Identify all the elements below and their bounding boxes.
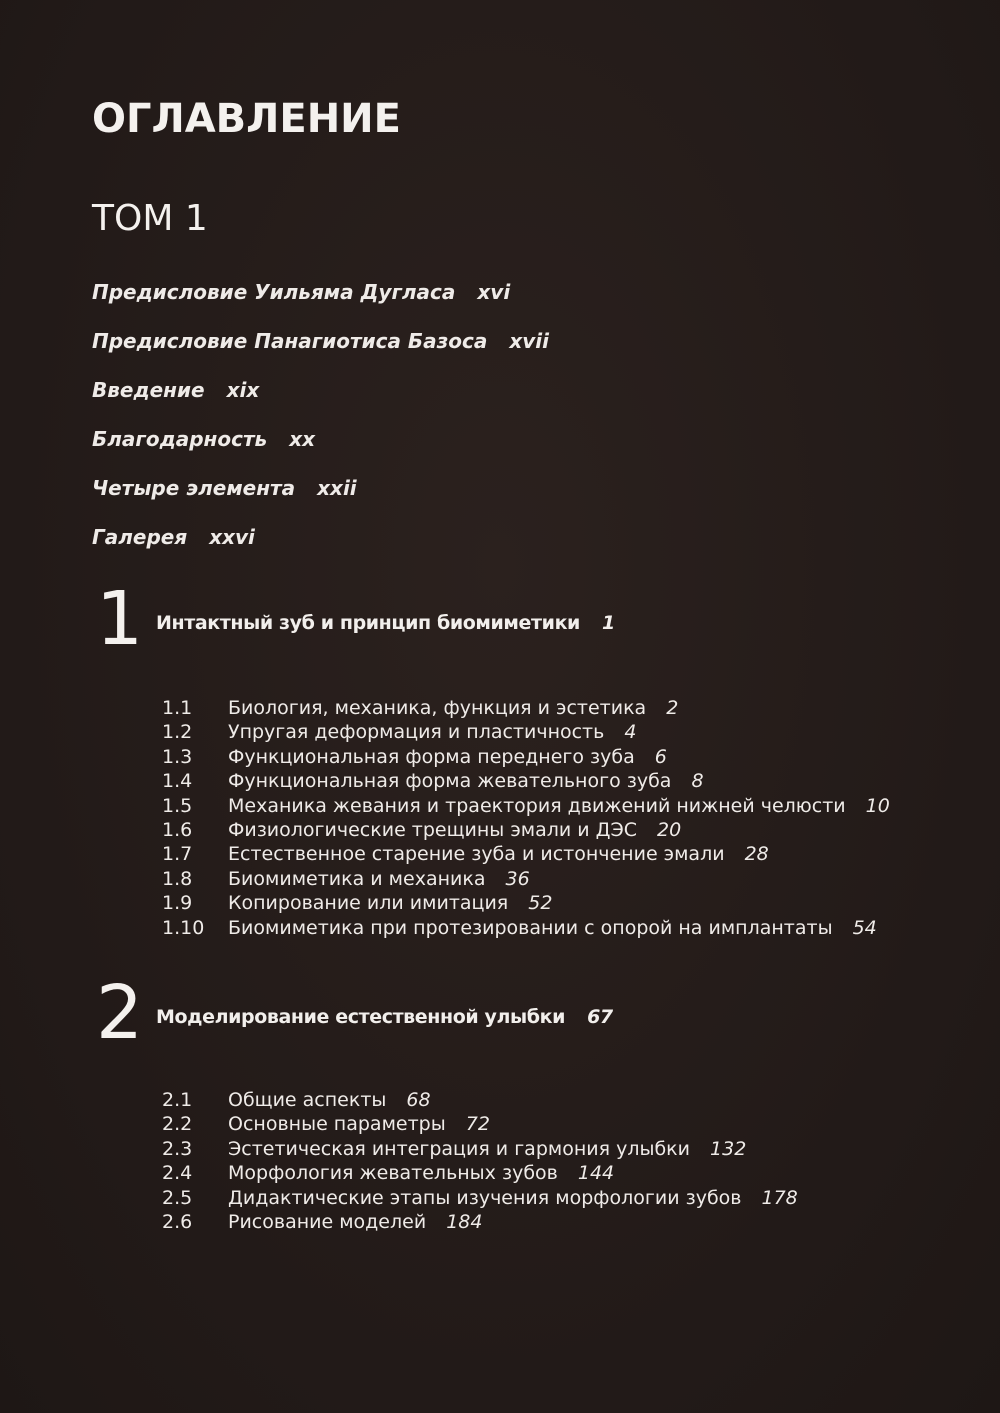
front-matter-item bbox=[92, 378, 549, 427]
front-matter-item bbox=[92, 280, 549, 329]
front-matter-item bbox=[92, 427, 549, 476]
section-item bbox=[162, 891, 890, 915]
section-title: Дидактические этапы изучения морфологии зубов bbox=[228, 1186, 742, 1209]
section-number: 2.5 bbox=[162, 1186, 193, 1209]
section-title: Копирование или имитация bbox=[228, 892, 509, 915]
section-page: 132 bbox=[710, 1137, 747, 1160]
section-page: 6 bbox=[654, 745, 667, 768]
section-page: 4 bbox=[624, 721, 637, 744]
volume-heading: ТОМ 1 bbox=[92, 198, 208, 239]
section-number: 1.1 bbox=[162, 697, 193, 719]
front-matter-title: Предисловие Панагиотиса Базоса bbox=[92, 329, 488, 353]
section-item bbox=[162, 1088, 798, 1112]
section-item bbox=[162, 842, 890, 866]
section-page: 178 bbox=[761, 1186, 798, 1209]
section-number: 1.3 bbox=[162, 745, 193, 768]
section-number: 1.9 bbox=[162, 892, 193, 915]
section-page: 8 bbox=[691, 770, 704, 793]
section-list bbox=[162, 696, 890, 940]
section-number: 1.5 bbox=[162, 794, 193, 817]
section-number: 1.7 bbox=[162, 843, 193, 866]
section-page: 20 bbox=[657, 818, 682, 841]
front-matter-title: Галерея bbox=[92, 525, 188, 549]
section-page: 36 bbox=[505, 867, 530, 890]
section-title: Функциональная форма переднего зуба bbox=[228, 745, 635, 768]
chapter-title bbox=[156, 1006, 613, 1028]
chapter-title-text: Интактный зуб и принцип биомиметики bbox=[156, 612, 580, 634]
front-matter-page: xix bbox=[226, 378, 260, 402]
section-item bbox=[162, 769, 890, 793]
section-item bbox=[162, 1112, 798, 1136]
section-list bbox=[162, 1088, 798, 1234]
section-item bbox=[162, 1186, 798, 1210]
front-matter-list bbox=[92, 280, 549, 574]
section-title: Механика жевания и траектория движений нижней челюсти bbox=[228, 794, 846, 817]
section-page: 54 bbox=[852, 916, 877, 939]
section-page: 72 bbox=[465, 1113, 490, 1136]
section-title: Биология, механика, функция и эстетика bbox=[228, 697, 647, 719]
section-number: 1.8 bbox=[162, 867, 193, 890]
section-page: 2 bbox=[666, 697, 679, 719]
section-item bbox=[162, 696, 890, 720]
front-matter-item bbox=[92, 476, 549, 525]
front-matter-title: Предисловие Уильяма Дугласа bbox=[92, 280, 456, 304]
page-title: ОГЛАВЛЕНИЕ bbox=[92, 96, 401, 142]
section-item bbox=[162, 916, 890, 940]
chapter-title bbox=[156, 612, 615, 634]
section-page: 52 bbox=[528, 892, 553, 915]
section-number: 1.6 bbox=[162, 818, 193, 841]
front-matter-item bbox=[92, 525, 549, 574]
section-title: Биомиметика при протезировании с опорой на имплантаты bbox=[228, 916, 833, 939]
section-item bbox=[162, 745, 890, 769]
chapter-page: 67 bbox=[587, 1006, 613, 1028]
section-item bbox=[162, 867, 890, 891]
section-page: 144 bbox=[577, 1162, 615, 1185]
front-matter-title: Четыре элемента bbox=[92, 476, 296, 500]
section-number: 2.4 bbox=[162, 1162, 193, 1185]
front-matter-page: xxii bbox=[317, 476, 357, 500]
section-number: 2.1 bbox=[162, 1089, 193, 1111]
section-number: 1.4 bbox=[162, 770, 193, 793]
section-title: Физиологические трещины эмали и ДЭС bbox=[228, 818, 638, 841]
section-item bbox=[162, 794, 890, 818]
section-title: Морфология жевательных зубов bbox=[228, 1162, 558, 1185]
section-title: Эстетическая интеграция и гармония улыбки bbox=[228, 1137, 691, 1160]
section-number: 2.2 bbox=[162, 1113, 193, 1136]
front-matter-page: xxvi bbox=[209, 525, 255, 549]
section-number: 1.10 bbox=[162, 916, 205, 939]
section-number: 1.2 bbox=[162, 721, 193, 744]
section-item bbox=[162, 1161, 798, 1185]
front-matter-title: Введение bbox=[92, 378, 205, 402]
chapter-title-text: Моделирование естественной улыбки bbox=[156, 1006, 566, 1028]
front-matter-page: xx bbox=[289, 427, 316, 451]
section-title: Естественное старение зуба и истончение эмали bbox=[228, 843, 725, 866]
chapter-number: 2 bbox=[96, 970, 144, 1056]
section-title: Функциональная форма жевательного зуба bbox=[228, 770, 672, 793]
section-item bbox=[162, 1210, 798, 1234]
chapter-page: 1 bbox=[601, 612, 615, 634]
section-item bbox=[162, 818, 890, 842]
chapter-number: 1 bbox=[96, 576, 144, 662]
section-item bbox=[162, 720, 890, 744]
front-matter-title: Благодарность bbox=[92, 427, 268, 451]
section-number: 2.6 bbox=[162, 1210, 193, 1233]
section-page: 184 bbox=[446, 1210, 483, 1233]
front-matter-item bbox=[92, 329, 549, 378]
section-page: 28 bbox=[744, 843, 769, 866]
front-matter-page: xvi bbox=[477, 280, 511, 304]
section-number: 2.3 bbox=[162, 1137, 193, 1160]
section-title: Общие аспекты bbox=[228, 1089, 387, 1111]
section-page: 68 bbox=[406, 1089, 431, 1111]
section-page: 10 bbox=[865, 794, 890, 817]
section-title: Основные параметры bbox=[228, 1113, 446, 1136]
section-item bbox=[162, 1137, 798, 1161]
front-matter-page: xvii bbox=[509, 329, 550, 353]
section-title: Упругая деформация и пластичность bbox=[228, 721, 605, 744]
section-title: Рисование моделей bbox=[228, 1210, 427, 1233]
section-title: Биомиметика и механика bbox=[228, 867, 486, 890]
